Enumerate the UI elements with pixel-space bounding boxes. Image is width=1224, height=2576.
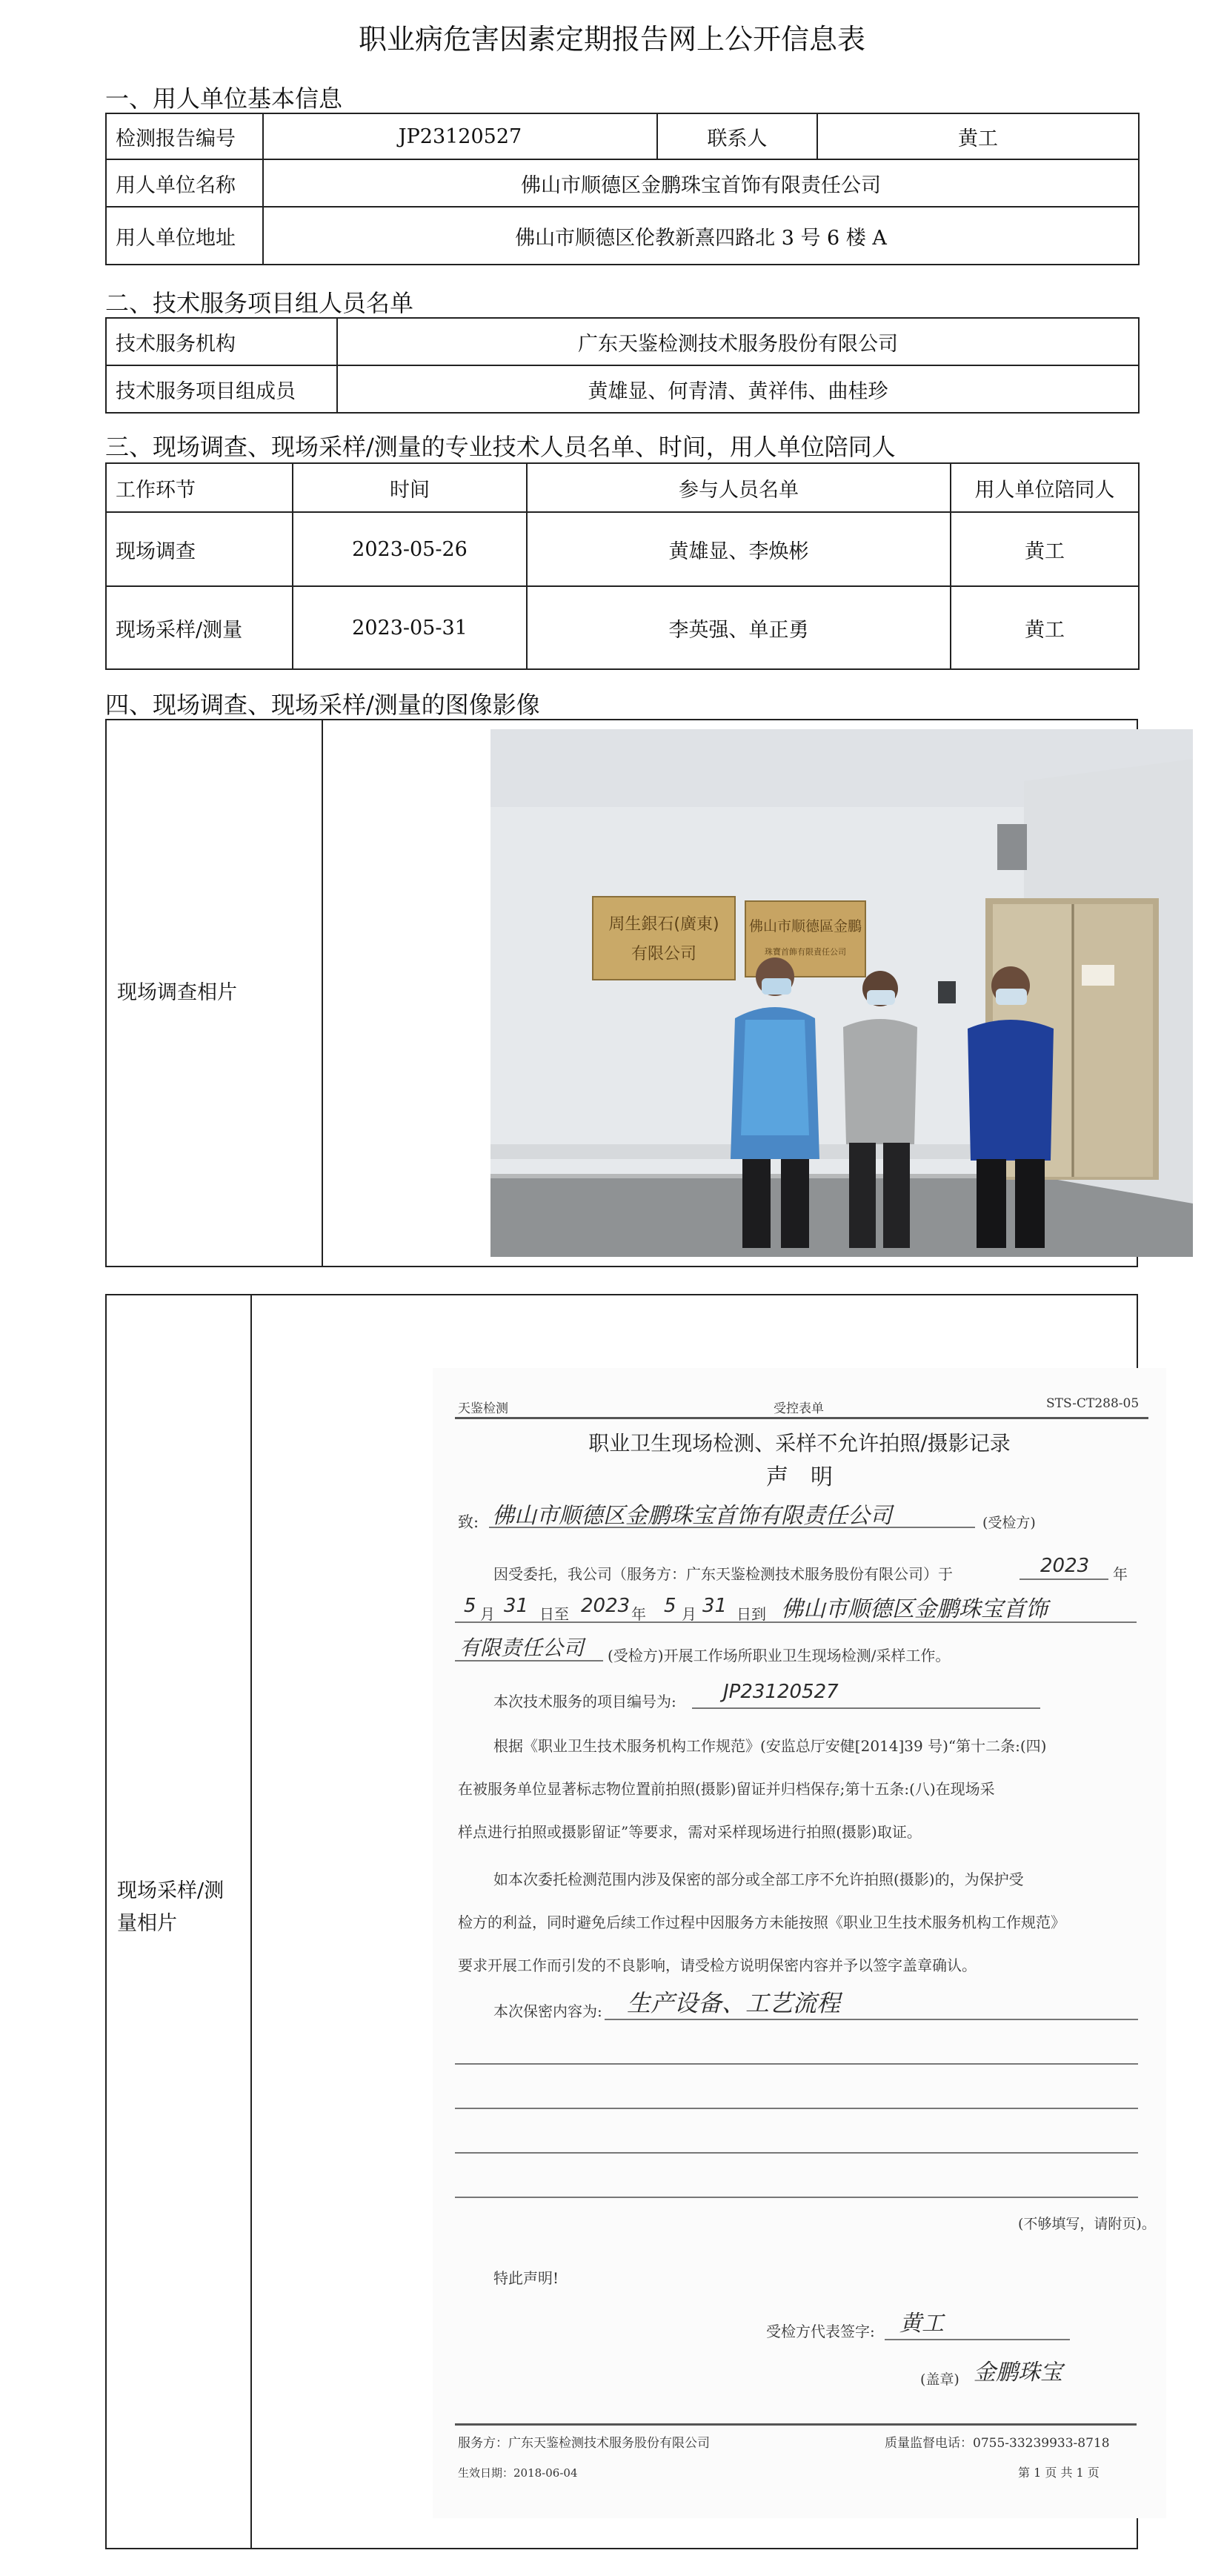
hw-month1: 5 bbox=[464, 1595, 476, 1617]
report-no-value: JP23120527 bbox=[263, 113, 657, 159]
scan-p1a: 因受委托，我公司（服务方：广东天鉴检测技术服务股份有限公司）于 bbox=[493, 1565, 953, 1583]
table-row bbox=[106, 586, 1139, 669]
stage-cell: 现场调查 bbox=[106, 512, 293, 586]
scan-p5: 本次保密内容为: bbox=[493, 2002, 602, 2020]
hw-month2: 5 bbox=[664, 1595, 676, 1617]
scan-note: (不够填写，请附页)。 bbox=[1018, 2216, 1156, 2232]
scan-to-prefix: 致: bbox=[458, 1513, 479, 1531]
table-row bbox=[106, 512, 1139, 586]
scan-sign-label: 受检方代表签字: bbox=[766, 2323, 875, 2340]
sign-right-line1: 佛山市顺德區金鵬 bbox=[748, 918, 862, 935]
sign-left-line2: 有限公司 bbox=[631, 945, 697, 963]
scan-doc-type: 受控表单 bbox=[774, 1401, 824, 1416]
scan-p4a: 如本次委托检测范围内涉及保密的部分或全部工序不允许拍照(摄影)的，为保护受 bbox=[493, 1870, 1024, 1888]
scan-footer-phone: 质量监督电话：0755-33239933-8718 bbox=[885, 2436, 1110, 2451]
date-cell: 2023-05-31 bbox=[293, 586, 527, 669]
sign-left-line1: 周生銀石(廣東) bbox=[608, 915, 719, 934]
report-no-label: 检测报告编号 bbox=[106, 113, 263, 159]
company-sign-left bbox=[593, 897, 735, 980]
service-org-value: 广东天鉴检测技术服务股份有限公司 bbox=[337, 318, 1139, 365]
scanned-declaration-form: 天鉴检测 受控表单 STS-CT288-05 职业卫生现场检测、采样不允许拍照/摄影记录 声 明 致: 佛山市顺德区金鹏珠宝首饰有限责任公司 (受检方) 因受委托，我公司（服务方：广东天鉴检测技术服务股份有限公司）于 2023 年 5 月 31 日至 2023 年 5 月 31 日到 佛山市顺德区金鹏珠宝首饰 有限责任公司 (受检方)开展工作场所职业卫生现场检测/采样工作。 本次技术服务的项目编号为: JP23120527 根据《职业卫生技术服务机构工作规范》(安监总厅安健[2014]39 号)“第十二条:(四) 在被服务单位显著标志物位置前拍照(摄影)留证并归档保存;第十五条:(八)在现场采 样点进行拍照或摄影留证”等要求，需对采样现场进行拍照(摄影)取证。 如本次委托检测范围内涉及保密的部分或全部工序不允许拍照(摄影)的，为保护受 检方的利益，同时避免后续工作过程中因服务方未能按照《职业卫生技术服务机构工作规范》 要求开展工作而引发的不良影响，请受检方说明保密内容并予以签字盖章确认。 本次保密内容为: 生产设备、工艺流程 (不够填写，请附页)。 特此声明! 受检方代表签字: 黄工 (盖章) 金鹏珠宝 服务方：广东天鉴检测技术服务股份有限公司 质量监督电话：0755-33239933-8718 生效日期：2018-06-04 第 1 页 共 1 页 bbox=[433, 1368, 1166, 2518]
scan-brand: 天鉴检测 bbox=[458, 1401, 508, 1416]
scan-footer-service: 服务方：广东天鉴检测技术服务股份有限公司 bbox=[458, 2436, 710, 2451]
hw-year: 2023 bbox=[1040, 1555, 1090, 1577]
scan-declaration: 特此声明! bbox=[493, 2269, 559, 2287]
section-4-heading: 四、现场调查、现场采样/测量的图像影像 bbox=[105, 691, 540, 719]
stage-cell: 现场采样/测量 bbox=[106, 586, 293, 669]
scan-subtitle: 声 明 bbox=[766, 1464, 833, 1490]
contact-label: 联系人 bbox=[657, 113, 817, 159]
people-cell: 黄雄显、李焕彬 bbox=[527, 512, 951, 586]
hw-year2: 2023 bbox=[581, 1595, 631, 1617]
scan-p4b: 检方的利益，同时避免后续工作过程中因服务方未能按照《职业卫生技术服务机构工作规范》 bbox=[458, 1913, 1065, 1931]
document-title: 职业病危害因素定期报告网上公开信息表 bbox=[358, 23, 865, 56]
hw-confidential-content: 生产设备、工艺流程 bbox=[627, 1989, 841, 2017]
scan-footer-page: 第 1 页 共 1 页 bbox=[1018, 2466, 1100, 2480]
scan-p3c: 样点进行拍照或摄影留证”等要求，需对采样现场进行拍照(摄影)取证。 bbox=[458, 1823, 922, 1841]
scan-p2: 本次技术服务的项目编号为: bbox=[493, 1693, 676, 1710]
survey-photo-label: 现场调查相片 bbox=[117, 981, 237, 1004]
header-escort: 用人单位陪同人 bbox=[951, 463, 1139, 512]
sign-right-line2: 珠寶首飾有限責任公司 bbox=[765, 947, 846, 957]
section-1-heading: 一、用人单位基本信息 bbox=[105, 84, 343, 113]
hw-day2: 31 bbox=[702, 1595, 728, 1617]
header-stage: 工作环节 bbox=[106, 463, 293, 512]
hw-day1: 31 bbox=[504, 1595, 529, 1617]
scan-title: 职业卫生现场检测、采样不允许拍照/摄影记录 bbox=[588, 1431, 1011, 1455]
survey-photo bbox=[490, 729, 1193, 1257]
service-team-table bbox=[105, 317, 1140, 414]
unit-address-value: 佛山市顺德区伦教新熹四路北 3 号 6 楼 A bbox=[263, 207, 1139, 265]
survey-photo-frame bbox=[105, 719, 1138, 1267]
field-work-table bbox=[105, 462, 1140, 670]
scan-form-code: STS-CT288-05 bbox=[1046, 1396, 1140, 1411]
date-cell: 2023-05-26 bbox=[293, 512, 527, 586]
scan-footer-date: 生效日期：2018-06-04 bbox=[458, 2466, 578, 2480]
header-date: 时间 bbox=[293, 463, 527, 512]
scan-p1-tail: (受检方)开展工作场所职业卫生现场检测/采样工作。 bbox=[608, 1647, 951, 1664]
basic-info-table bbox=[105, 113, 1140, 265]
handwriting-recipient: 佛山市顺德区金鹏珠宝首饰有限责任公司 bbox=[492, 1503, 892, 1529]
scan-seal-label: (盖章) bbox=[920, 2371, 959, 2388]
team-members-value: 黄雄显、何青清、黄祥伟、曲桂珍 bbox=[337, 365, 1139, 413]
unit-name-value: 佛山市顺德区金鹏珠宝首饰有限责任公司 bbox=[263, 159, 1139, 207]
sampling-photo-frame bbox=[105, 1294, 1156, 2549]
escort-cell: 黄工 bbox=[951, 586, 1139, 669]
header-people: 参与人员名单 bbox=[527, 463, 951, 512]
unit-name-label: 用人单位名称 bbox=[106, 159, 263, 207]
hw-project-no: JP23120527 bbox=[723, 1681, 839, 1703]
handwritten-seal: 金鹏珠宝 bbox=[974, 2360, 1062, 2386]
hw-place: 佛山市顺德区金鹏珠宝首饰 bbox=[781, 1596, 1048, 1622]
people-cell: 李英强、单正勇 bbox=[527, 586, 951, 669]
scan-to-suffix: (受检方) bbox=[982, 1515, 1036, 1531]
scan-p3b: 在被服务单位显著标志物位置前拍照(摄影)留证并归档保存;第十五条:(八)在现场采 bbox=[458, 1780, 995, 1798]
handwritten-signature: 黄工 bbox=[899, 2311, 944, 2337]
scan-p4c: 要求开展工作而引发的不良影响，请受检方说明保密内容并予以签字盖章确认。 bbox=[458, 1956, 977, 1974]
scan-p3a: 根据《职业卫生技术服务机构工作规范》(安监总厅安健[2014]39 号)“第十二条:(四) bbox=[493, 1737, 1047, 1755]
service-org-label: 技术服务机构 bbox=[106, 318, 337, 365]
section-3-heading: 三、现场调查、现场采样/测量的专业技术人员名单、时间，用人单位陪同人 bbox=[105, 433, 896, 461]
escort-cell: 黄工 bbox=[951, 512, 1139, 586]
unit-address-label: 用人单位地址 bbox=[106, 207, 263, 265]
team-members-label: 技术服务项目组成员 bbox=[106, 365, 337, 413]
section-2-heading: 二、技术服务项目组人员名单 bbox=[105, 289, 414, 317]
sampling-photo-label: 现场采样/测 量相片 bbox=[117, 1879, 224, 1935]
hw-place-2: 有限责任公司 bbox=[459, 1636, 585, 1660]
contact-value: 黄工 bbox=[817, 113, 1139, 159]
